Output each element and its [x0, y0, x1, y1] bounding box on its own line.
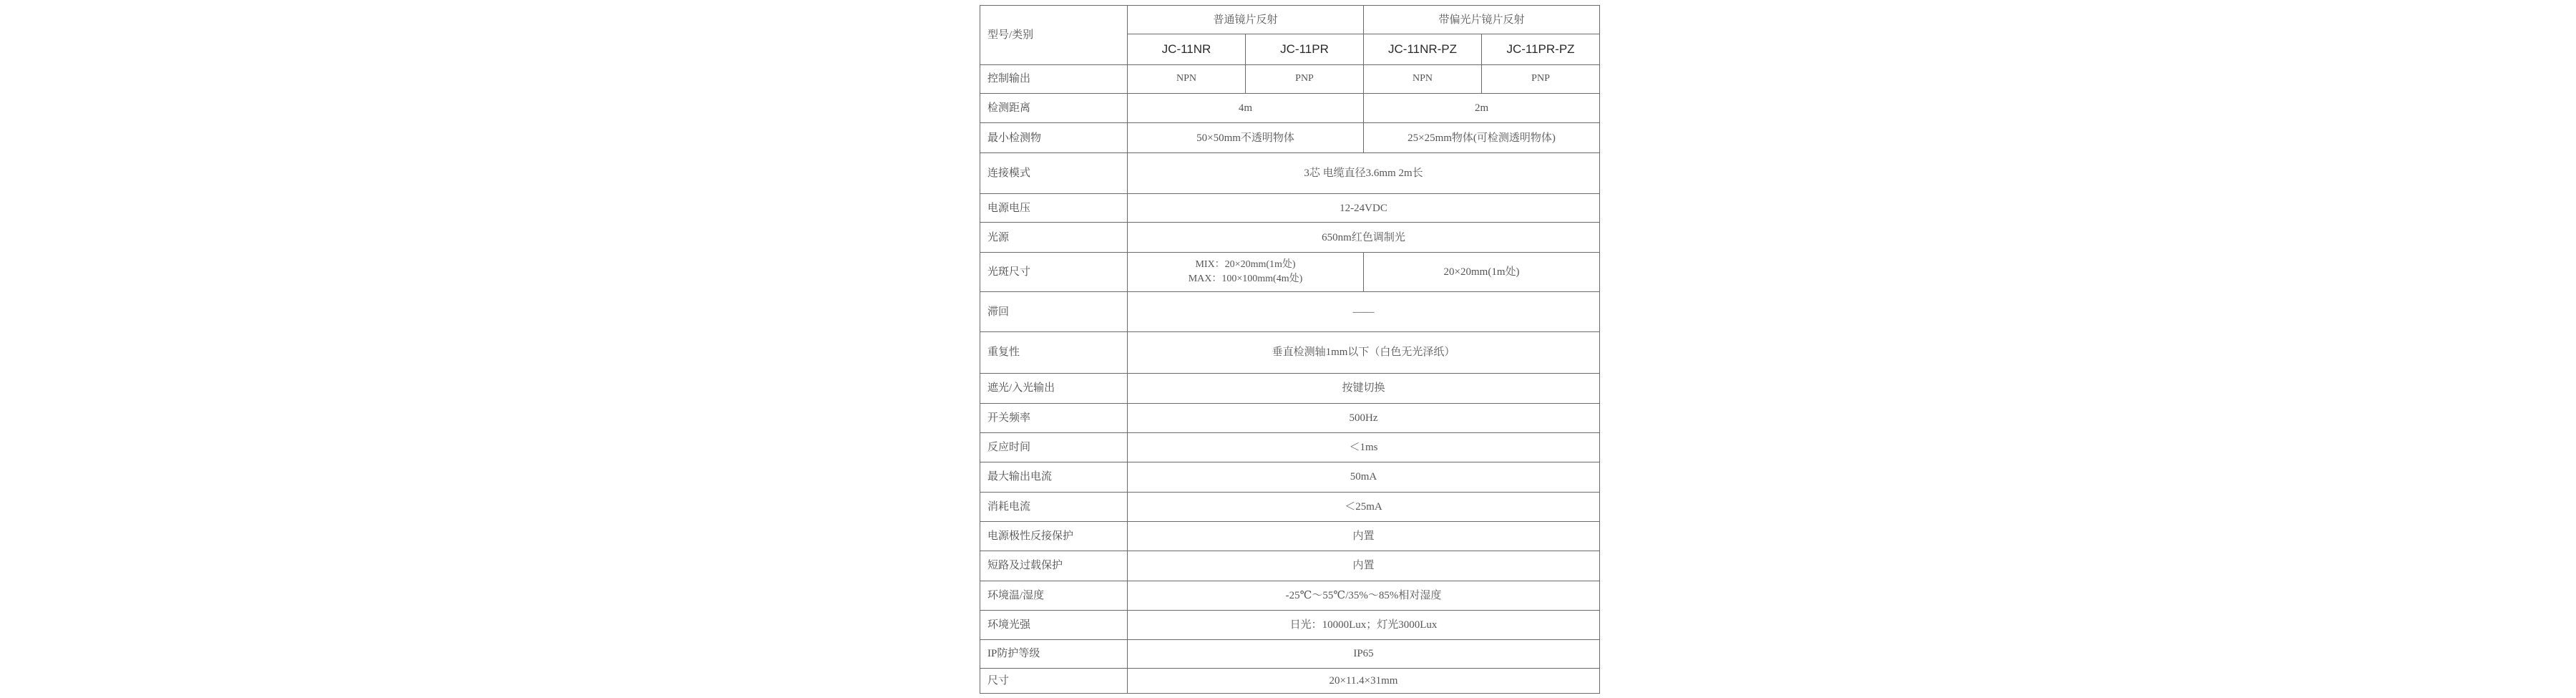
row-short-circuit-protection: [980, 551, 1600, 581]
model-jc-11nr: JC-11NR: [1128, 34, 1246, 64]
value-normal: 4m: [1128, 94, 1364, 123]
row-label: 重复性: [980, 331, 1128, 373]
row-label: 光斑尺寸: [980, 252, 1128, 291]
value-all: ＜25mA: [1128, 492, 1600, 521]
row-dimensions: [980, 668, 1600, 693]
value-polarized: 20×20mm(1m处): [1364, 252, 1600, 291]
value-normal: 50×50mm不透明物体: [1128, 123, 1364, 152]
row-label: 开关频率: [980, 403, 1128, 432]
row-label: 控制输出: [980, 64, 1128, 93]
value-normal: [1128, 252, 1364, 291]
row-label: 电源电压: [980, 194, 1128, 223]
row-supply-voltage: [980, 194, 1600, 223]
value-all: 垂直检测轴1mm以下（白色无光泽纸）: [1128, 331, 1600, 373]
output-type-cell: NPN: [1128, 64, 1246, 93]
output-type-cell: NPN: [1364, 64, 1482, 93]
row-label: 环境光强: [980, 610, 1128, 639]
row-label: 最小检测物: [980, 123, 1128, 152]
group-normal-header: 普通镜片反射: [1128, 6, 1364, 34]
row-max-output-current: [980, 462, 1600, 492]
row-switch-frequency: [980, 403, 1600, 432]
output-type-cell: PNP: [1246, 64, 1364, 93]
row-consumption-current: [980, 492, 1600, 521]
row-repeatability: [980, 331, 1600, 373]
row-label: 光源: [980, 223, 1128, 252]
value-all: 650nm红色调制光: [1128, 223, 1600, 252]
value-all: 内置: [1128, 551, 1600, 581]
row-min-object: [980, 123, 1600, 152]
row-label: 反应时间: [980, 432, 1128, 462]
value-all: 20×11.4×31mm: [1128, 668, 1600, 693]
value-all: 3芯 电缆直径3.6mm 2m长: [1128, 152, 1600, 193]
row-label: 滞回: [980, 292, 1128, 331]
row-control-output: [980, 64, 1600, 93]
row-response-time: [980, 432, 1600, 462]
row-env-light: [980, 610, 1600, 639]
row-label: 尺寸: [980, 668, 1128, 693]
value-all: 按键切换: [1128, 374, 1600, 403]
value-all: 12-24VDC: [1128, 194, 1600, 223]
value-all: 日光：10000Lux；灯光3000Lux: [1128, 610, 1600, 639]
row-reverse-polarity-protection: [980, 521, 1600, 551]
value-all: 500Hz: [1128, 403, 1600, 432]
type-label: 型号/类别: [980, 6, 1128, 65]
model-jc-11pr: JC-11PR: [1246, 34, 1364, 64]
header-row-groups: [980, 6, 1600, 34]
row-env-temp-humidity: [980, 581, 1600, 610]
row-hysteresis: [980, 292, 1600, 331]
value-all: 内置: [1128, 521, 1600, 551]
value-all: -25℃～55℃/35%～85%相对湿度: [1128, 581, 1600, 610]
spot-size-max: MAX：100×100mm(4m处): [1188, 273, 1303, 285]
row-output-mode: [980, 374, 1600, 403]
row-label: IP防护等级: [980, 640, 1128, 668]
value-polarized: 2m: [1364, 94, 1600, 123]
row-label: 连接模式: [980, 152, 1128, 193]
value-all: 50mA: [1128, 462, 1600, 492]
row-label: 消耗电流: [980, 492, 1128, 521]
spec-table: [980, 5, 1600, 694]
row-light-source: [980, 223, 1600, 252]
row-spot-size: [980, 252, 1600, 291]
value-all: IP65: [1128, 640, 1600, 668]
group-polarized-header: 带偏光片镜片反射: [1364, 6, 1600, 34]
row-label: 电源极性反接保护: [980, 521, 1128, 551]
row-label: 检测距离: [980, 94, 1128, 123]
model-jc-11nr-pz: JC-11NR-PZ: [1364, 34, 1482, 64]
value-polarized: 25×25mm物体(可检测透明物体): [1364, 123, 1600, 152]
row-label: 短路及过载保护: [980, 551, 1128, 581]
value-all: ——: [1128, 292, 1600, 331]
row-label: 最大输出电流: [980, 462, 1128, 492]
row-connection: [980, 152, 1600, 193]
row-label: 遮光/入光输出: [980, 374, 1128, 403]
row-ip-rating: [980, 640, 1600, 668]
model-jc-11pr-pz: JC-11PR-PZ: [1482, 34, 1600, 64]
spot-size-min: MIX：20×20mm(1m处): [1195, 259, 1296, 271]
value-all: ＜1ms: [1128, 432, 1600, 462]
output-type-cell: PNP: [1482, 64, 1600, 93]
row-detect-distance: [980, 94, 1600, 123]
row-label: 环境温/湿度: [980, 581, 1128, 610]
